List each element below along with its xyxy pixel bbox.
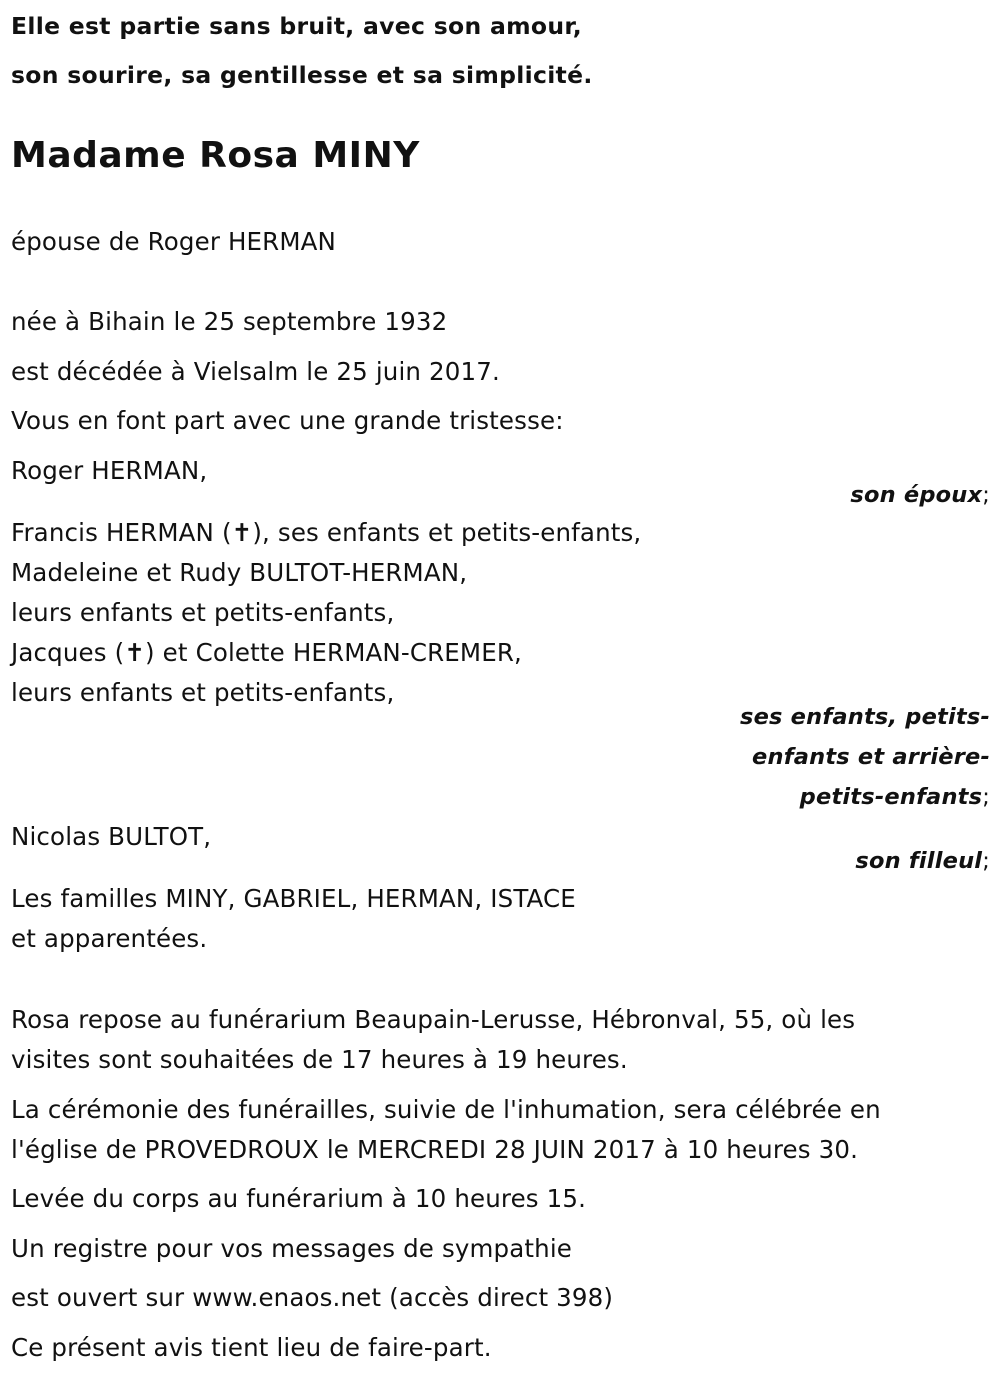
spouse-line: épouse de Roger HERMAN <box>11 227 337 256</box>
family-godson: Nicolas BULTOT, <box>11 822 212 851</box>
family-child-5: leurs enfants et petits-enfants, <box>11 678 395 707</box>
role-children-1: ses enfants, petits- <box>740 704 990 730</box>
families-line-1: Les familles MINY, GABRIEL, HERMAN, ISTACE <box>11 884 576 913</box>
deceased-name: Madame Rosa MINY <box>11 135 420 176</box>
registre-line-2: est ouvert sur www.enaos.net (accès direct 398) <box>11 1283 614 1312</box>
family-child-4: Jacques (✝) et Colette HERMAN-CREMER, <box>11 638 522 667</box>
death-line: est décédée à Vielsalm le 25 juin 2017. <box>11 357 500 386</box>
repose-line-1: Rosa repose au funérarium Beaupain-Lerusse, Hébronval, 55, où les <box>11 1005 856 1034</box>
intro-line-1: Elle est partie sans bruit, avec son amour, <box>11 12 583 40</box>
levee-line: Levée du corps au funérarium à 10 heures 15. <box>11 1184 587 1213</box>
ceremony-line-1: La cérémonie des funérailles, suivie de l'inhumation, sera célébrée en <box>11 1095 881 1124</box>
ceremony-line-2: l'église de PROVEDROUX le MERCREDI 28 JUIN 2017 à 10 heures 30. <box>11 1135 859 1164</box>
closing-line: Ce présent avis tient lieu de faire-part. <box>11 1333 492 1362</box>
family-child-2: Madeleine et Rudy BULTOT-HERMAN, <box>11 558 468 587</box>
intro-line-2: son sourire, sa gentillesse et sa simplicité. <box>11 61 593 89</box>
role-godson: son filleul; <box>855 848 990 874</box>
role-spouse: son époux; <box>850 482 990 508</box>
announce-line: Vous en font part avec une grande tristesse: <box>11 406 564 435</box>
role-children-3: petits-enfants; <box>799 784 990 810</box>
registre-line-1: Un registre pour vos messages de sympathie <box>11 1234 573 1263</box>
family-child-1: Francis HERMAN (✝), ses enfants et petits-enfants, <box>11 518 642 547</box>
repose-line-2: visites sont souhaitées de 17 heures à 19 heures. <box>11 1045 628 1074</box>
families-line-2: et apparentées. <box>11 924 208 953</box>
family-spouse: Roger HERMAN, <box>11 456 208 485</box>
role-children-2: enfants et arrière- <box>752 744 990 770</box>
family-child-3: leurs enfants et petits-enfants, <box>11 598 395 627</box>
birth-line: née à Bihain le 25 septembre 1932 <box>11 307 448 336</box>
